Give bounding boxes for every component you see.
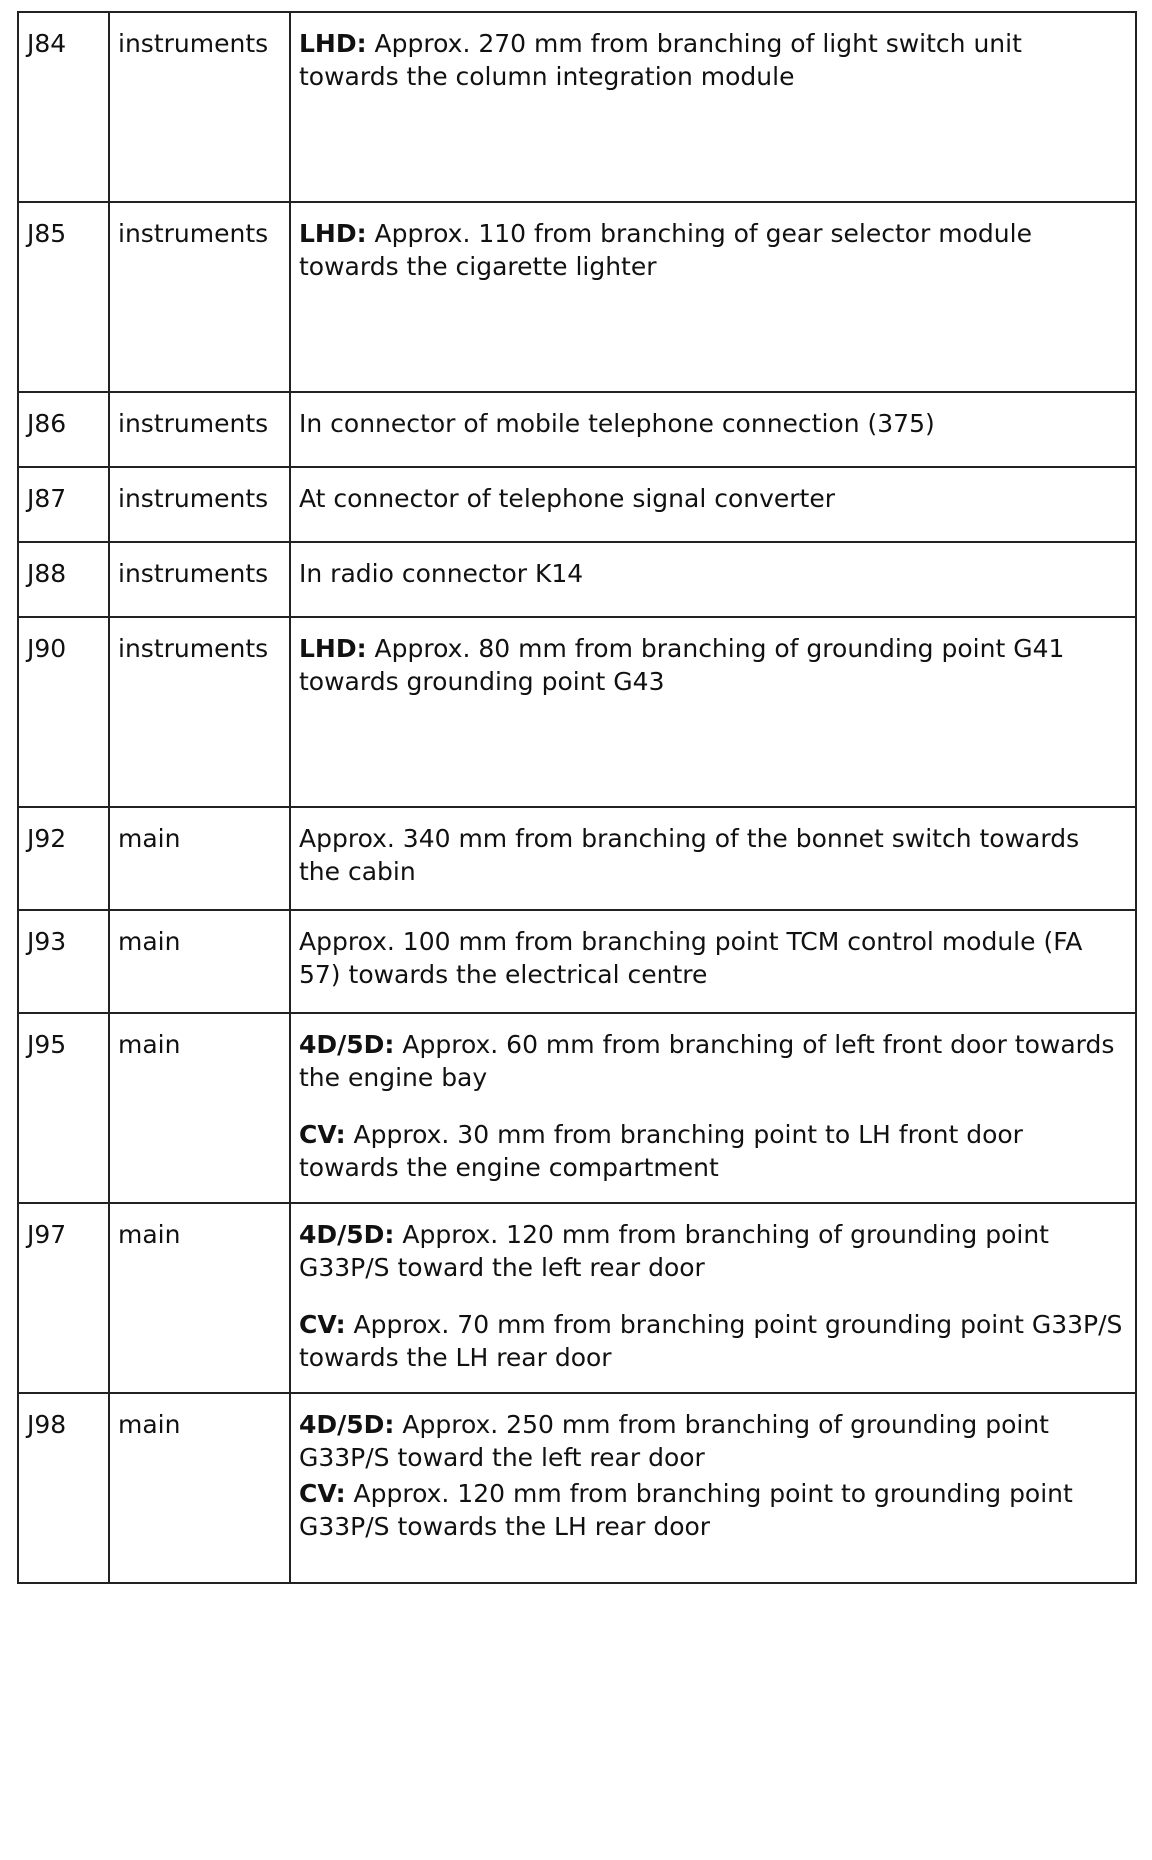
harness-cell: main [109,807,290,910]
location-entry [299,1118,1127,1184]
location-entry [299,1308,1127,1374]
location-text: Approx. 120 mm from branching of grounding point G33P/S toward the left rear door [299,1220,1049,1282]
location-entry [299,557,1127,590]
connector-id-cell: J84 [18,12,109,202]
location-description-cell [290,807,1136,910]
location-text: Approx. 60 mm from branching of left front door towards the engine bay [299,1030,1115,1092]
table-row [18,807,1136,910]
location-description-cell [290,392,1136,467]
location-entry [299,1028,1127,1094]
location-entry [299,1218,1127,1284]
location-text: In connector of mobile telephone connection (375) [299,409,935,438]
location-description-cell [290,467,1136,542]
connector-id-cell: J87 [18,467,109,542]
variant-label: LHD: [299,29,367,58]
location-entry [299,482,1127,515]
variant-label: 4D/5D: [299,1030,395,1059]
variant-label: CV: [299,1479,346,1508]
harness-cell: instruments [109,392,290,467]
location-entry [299,1408,1127,1474]
table-row [18,467,1136,542]
table-row [18,542,1136,617]
harness-cell: main [109,1203,290,1393]
variant-label: 4D/5D: [299,1410,395,1439]
location-description-cell [290,542,1136,617]
location-entry [299,632,1127,698]
connector-id-cell: J90 [18,617,109,807]
harness-cell: main [109,910,290,1013]
harness-cell: main [109,1393,290,1583]
location-entry [299,925,1127,991]
location-entry [299,27,1127,93]
location-text: Approx. 110 from branching of gear selector module towards the cigarette lighter [299,219,1032,281]
harness-cell: instruments [109,617,290,807]
table-row [18,12,1136,202]
variant-label: CV: [299,1310,346,1339]
connector-id-cell: J85 [18,202,109,392]
table-row [18,617,1136,807]
location-text: Approx. 100 mm from branching point TCM control module (FA 57) towards the electrical centre [299,927,1083,989]
location-description-cell [290,1013,1136,1203]
location-text: At connector of telephone signal converter [299,484,836,513]
location-text: Approx. 80 mm from branching of grounding point G41 towards grounding point G43 [299,634,1065,696]
location-description-cell [290,1393,1136,1583]
table-row [18,392,1136,467]
location-text: In radio connector K14 [299,559,584,588]
connector-location-table [17,11,1137,1584]
harness-cell: instruments [109,467,290,542]
location-entry [299,407,1127,440]
table-row [18,1013,1136,1203]
harness-cell: instruments [109,202,290,392]
location-entry [299,822,1127,888]
location-description-cell [290,1203,1136,1393]
harness-cell: main [109,1013,290,1203]
location-text: Approx. 250 mm from branching of grounding point G33P/S toward the left rear door [299,1410,1049,1472]
variant-label: 4D/5D: [299,1220,395,1249]
harness-cell: instruments [109,12,290,202]
location-description-cell [290,617,1136,807]
connector-id-cell: J97 [18,1203,109,1393]
variant-label: CV: [299,1120,346,1149]
location-text: Approx. 340 mm from branching of the bonnet switch towards the cabin [299,824,1080,886]
variant-label: LHD: [299,219,367,248]
connector-id-cell: J86 [18,392,109,467]
connector-id-cell: J92 [18,807,109,910]
location-description-cell [290,12,1136,202]
table-row [18,202,1136,392]
table-row [18,1393,1136,1583]
location-text: Approx. 270 mm from branching of light switch unit towards the column integration module [299,29,1022,91]
location-description-cell [290,910,1136,1013]
location-description-cell [290,202,1136,392]
connector-id-cell: J98 [18,1393,109,1583]
location-entry [299,1477,1127,1543]
connector-id-cell: J93 [18,910,109,1013]
connector-id-cell: J95 [18,1013,109,1203]
table-row [18,910,1136,1013]
location-entry [299,217,1127,283]
location-text: Approx. 120 mm from branching point to grounding point G33P/S towards the LH rear door [299,1479,1073,1541]
location-text: Approx. 30 mm from branching point to LH front door towards the engine compartment [299,1120,1023,1182]
table-body [18,12,1136,1583]
table-row [18,1203,1136,1393]
harness-cell: instruments [109,542,290,617]
connector-id-cell: J88 [18,542,109,617]
variant-label: LHD: [299,634,367,663]
location-text: Approx. 70 mm from branching point grounding point G33P/S towards the LH rear door [299,1310,1123,1372]
